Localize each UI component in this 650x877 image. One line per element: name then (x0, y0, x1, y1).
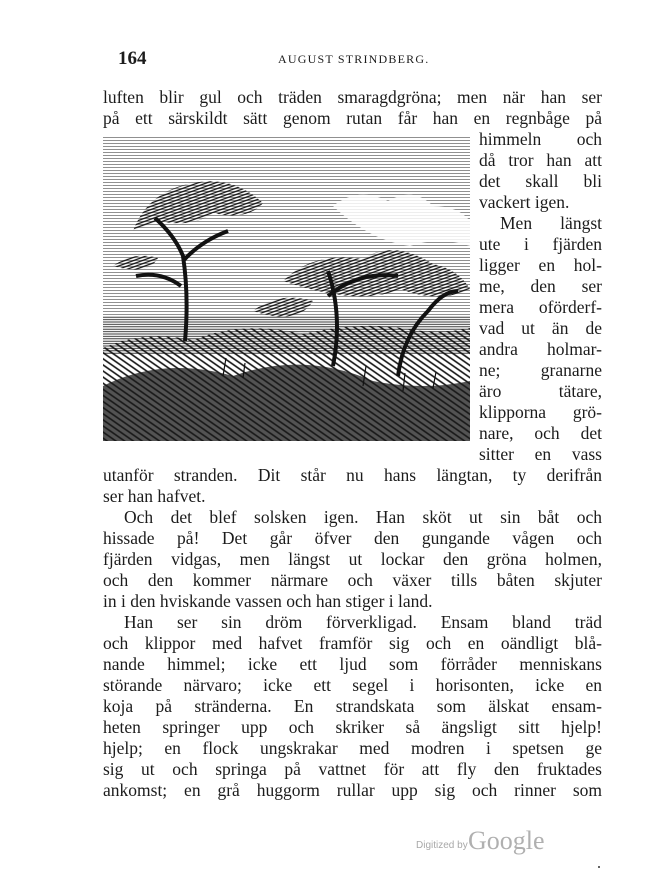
text-line: Och det blef solsken igen. Han sköt ut sin båt och (124, 507, 602, 527)
text-line: äro tätare, (479, 381, 602, 401)
text-line: ser han hafvet. (103, 486, 206, 506)
text-line: ankomst; en grå huggorm rullar upp sig och rinner som (103, 780, 602, 800)
text-line: himmeln och (479, 129, 602, 149)
text-line: klipporna grö- (479, 402, 602, 422)
text-line: hissade på! Det går öfver den gungande vågen och (103, 528, 602, 548)
text-line: me, den ser (479, 276, 602, 296)
text-line: luften blir gul och träden smaragdgröna; men när han ser (103, 87, 602, 107)
text-line: koja på stränderna. En strandskata som älskat ensam- (103, 696, 602, 716)
page-speck (598, 866, 600, 868)
text-line: ne; granarne (479, 360, 602, 380)
text-line: fjärden vidgas, men längst ut lockar den gröna holmen, (103, 549, 602, 569)
text-line: det skall bli (479, 171, 602, 191)
text-line: Han ser sin dröm förverkligad. Ensam bland träd (124, 612, 602, 632)
text-line: in i den hviskande vassen och han stiger i land. (103, 591, 433, 611)
text-line: störande närvaro; icke ett segel i horisonten, icke en (103, 675, 602, 695)
text-line: ute i fjärden (479, 234, 602, 254)
running-head: AUGUST STRINDBERG. (278, 52, 430, 66)
text-line: nare, och det (479, 423, 602, 443)
engraving-illustration (103, 136, 470, 441)
text-line: heten springer upp och skriker så ängsligt sitt hjelp! (103, 717, 602, 737)
text-line: hjelp; en flock ungskrakar med modren i spetsen ge (103, 738, 602, 758)
page-header (112, 48, 602, 74)
text-line: mera oförderf- (479, 297, 602, 317)
text-line: då tror han att (479, 150, 602, 170)
text-line: andra holmar- (479, 339, 602, 359)
text-line: sig ut och springa på vattnet för att fly den fruktades (103, 759, 602, 779)
digitized-by-label: Digitized by (416, 840, 468, 851)
digitized-watermark (416, 826, 576, 858)
text-line: utanför stranden. Dit står nu hans längtan, ty derifrån (103, 465, 602, 485)
google-logo: Google (468, 826, 545, 855)
text-line: Men längst (500, 213, 602, 233)
text-line: vad ut än de (479, 318, 602, 338)
text-line: på ett särskildt sätt genom rutan får han en regnbåge på (103, 108, 602, 128)
page-number: 164 (118, 48, 147, 69)
text-line: vackert igen. (479, 192, 570, 212)
text-line: och klippor med hafvet framför sig och en oändligt blå- (103, 633, 602, 653)
text-line: och den kommer närmare och växer tills båten skjuter (103, 570, 602, 590)
text-line: ligger en hol- (479, 255, 602, 275)
text-line: nande himmel; icke ett ljud som förråder menniskans (103, 654, 602, 674)
text-line: sitter en vass (479, 444, 602, 464)
